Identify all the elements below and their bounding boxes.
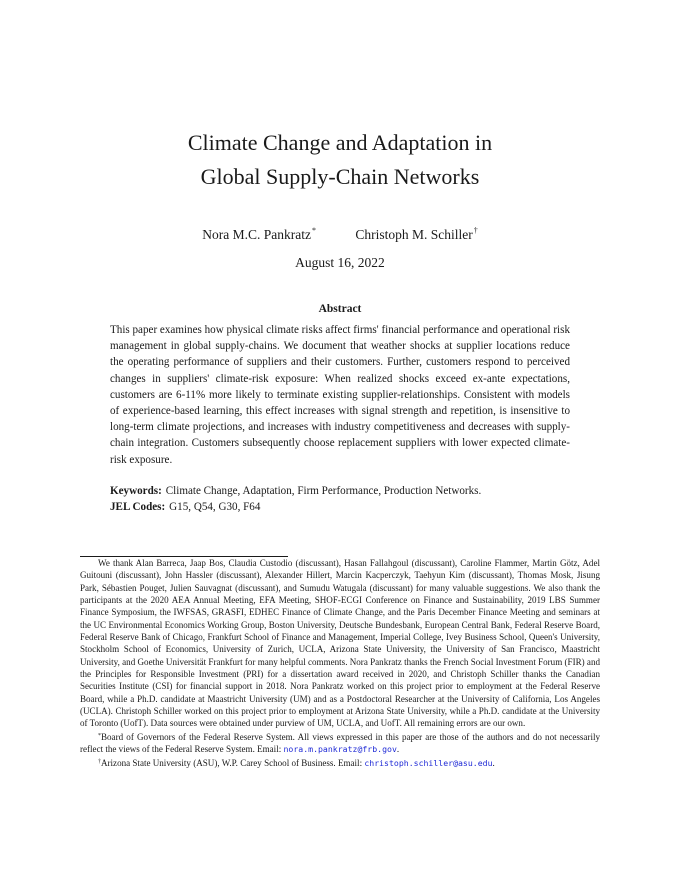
keywords-value: Climate Change, Adaptation, Firm Performance, Production Networks. [165,485,482,497]
author-2 [355,222,477,244]
author-1 [202,222,316,244]
abstract-heading: Abstract [318,303,362,315]
footnote-2-text: Arizona State University (ASU), W.P. Carey School of Business. Email: [101,757,363,768]
paper-date: August 16, 2022 [295,255,385,270]
footnotes [80,557,600,769]
jel-codes-line [110,499,580,515]
keywords-line [110,483,580,499]
author-1-footnote-mark[interactable]: * [311,226,316,235]
title-line-1: Climate Change and Adaptation in [187,130,493,155]
jel-codes-value: G15, Q54, G30, F64 [169,501,261,513]
footnote-1 [80,730,600,756]
title-line-2: Global Supply-Chain Networks [200,164,480,189]
author-list [0,222,680,244]
paper-title [0,126,680,194]
jel-codes-label: JEL Codes: [110,501,166,513]
author-2-name: Christoph M. Schiller [355,227,473,242]
footnote-acknowledgments: We thank Alan Barreca, Jaap Bos, Claudia Custodio (discussant), Hasan Fallahgoul (discussant), Caroline Flammer, Martin Götz, Adel Guitouni (discussant), John Hassler (discussant), Alexander Hillert, Marcin Kacperczyk, Taehyun Kim (discussant), Thomas Mosk, Jisung Park, Sébastien Pouget, Julien Sauvagnat (discussant), and Sumudu Watugala (discussant) for many valuable suggestions. We also thank the participants at the 2020 AEA Annual Meeting, EFA Meeting, SHOF-ECGI Conference on Finance and Sustainability, 2019 LBS Summer Finance Symposium, the IWFSAS, GRASFI, EDHEC Finance of Climate Change, and the Paris December Finance Meeting and seminars at the UC Environmental Economics Working Group, Boston University, Deutsche Bundesbank, European Central Bank, Federal Reserve Board, Federal Reserve Bank of Chicago, Frankfurt School of Finance and Management, Imperial College, Ivey Business School, Queen's University, Stockholm School of Economics, University of Zurich, UCLA, Arizona State University, the University of San Francisco, Maastricht University, and Goethe Universität Frankfurt for many helpful comments. Nora Pankratz thanks the French Social Investment Forum (FIR) and the Principles for Responsible Investment (PRI) for a dissertation award received in 2020, and Christoph Schiller thanks the Canadian Securities Institute (CSI) for financial support in 2018. Nora Pankratz worked on this project prior to employment at the Federal Reserve Board, while a Ph.D. candidate at Maastricht University (UM) and as a Postdoctoral Researcher at the University of California, Los Angeles (UCLA). Christoph Schiller worked on this project prior to employment at Arizona State University, while a Ph.D. candidate at the University of Toronto (UofT). Data sources were obtained under purview of UM, UCLA, and UofT. All remaining errors are our own. [80,558,600,729]
keywords-label: Keywords: [110,485,162,497]
footnote-1-text: Board of Governors of the Federal Reserve System. All views expressed in this paper are those of the authors and do not necessarily reflect the views of the Federal Reserve System. Email: [80,731,600,755]
footnote-2-email-link[interactable]: christoph.schiller@asu.edu [364,757,493,768]
keywords-block [110,483,580,515]
footnote-1-end: . [396,744,400,755]
author-2-footnote-mark[interactable]: † [473,226,478,235]
footnote-2-end: . [492,757,495,768]
footnote-2-mark: † [98,758,101,765]
author-1-name: Nora M.C. Pankratz [202,227,311,242]
footnote-2 [80,756,600,769]
footnote-1-email-link[interactable]: nora.m.pankratz@frb.gov [283,744,397,755]
abstract-body: This paper examines how physical climate risks affect firms' financial performance and operational risk management in global supply-chains. We document that weather shocks at supplier locations reduce the operating performance of suppliers and their customers. Further, customers respond to perceived changes in suppliers' climate-risk exposure: When realized shocks exceed ex-ante expectations, customers are 6-11% more likely to terminate existing supplier-relationships. Consistent with models of experience-based learning, this effect increases with signal strength and repetition, is insensitive to long-term climate projections, and increases with industry competitiveness and decreases with supply-chain integration. Customers subsequently choose replacement suppliers with lower expected climate-risk exposure. [110,324,570,466]
footnote-1-mark: * [98,732,101,739]
